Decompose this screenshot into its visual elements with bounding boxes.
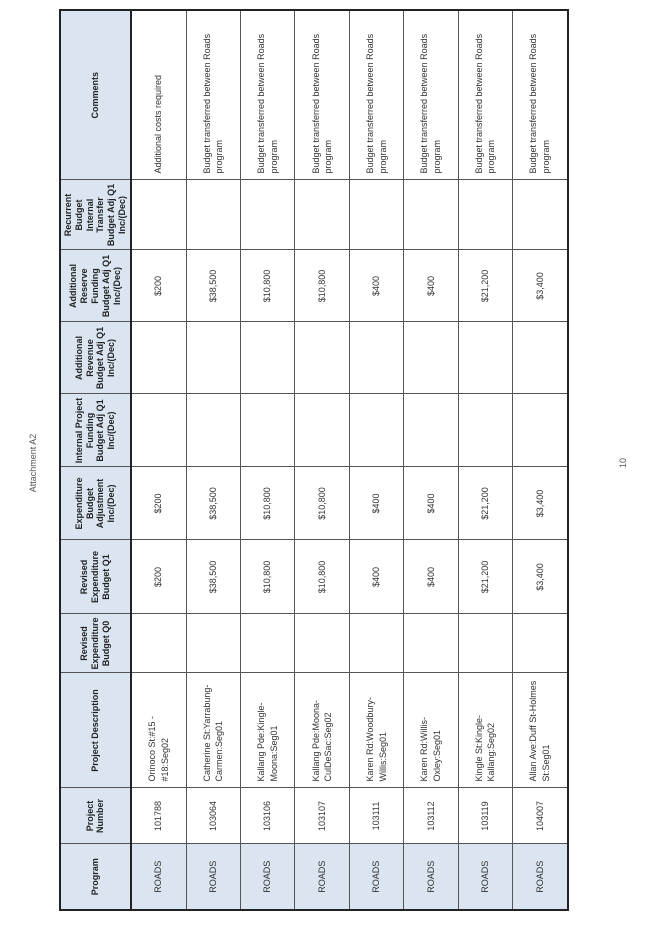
table-row [241, 10, 295, 910]
landscape-content [59, 31, 569, 911]
project-description-cell: Allan Ave:Duff St-Holmes St:Seg01 [513, 673, 568, 788]
program-cell: ROADS [404, 844, 458, 910]
table-row [131, 10, 186, 910]
comments-cell: Budget transferred between Roads program [186, 10, 240, 180]
reserve-funding-cell: $10,800 [241, 250, 295, 322]
project-number-cell: 103107 [295, 788, 349, 844]
project-description-cell: Kallang Pde:Kingle-Moona:Seg01 [241, 673, 295, 788]
recurrent-transfer-cell [513, 180, 568, 250]
additional-revenue-cell [186, 322, 240, 394]
budget-adjustment-table [59, 9, 569, 911]
project-description-cell: Catherine St:Yarrabung-Carmen:Seg01 [186, 673, 240, 788]
comments-cell: Budget transferred between Roads program [404, 10, 458, 180]
recurrent-transfer-cell [186, 180, 240, 250]
revised-budget-q1-cell: $21,200 [458, 540, 512, 614]
column-header: Revised Expenditure Budget Q1 [60, 540, 131, 614]
comments-cell: Budget transferred between Roads program [241, 10, 295, 180]
revised-budget-q1-cell: $3,400 [513, 540, 568, 614]
internal-funding-cell [295, 394, 349, 467]
recurrent-transfer-cell [458, 180, 512, 250]
expenditure-adjustment-cell: $3,400 [513, 467, 568, 540]
header-row [60, 10, 131, 910]
table-row [458, 10, 512, 910]
revised-budget-q1-cell: $400 [404, 540, 458, 614]
comments-cell: Budget transferred between Roads program [295, 10, 349, 180]
comments-cell: Budget transferred between Roads program [458, 10, 512, 180]
revised-budget-q1-cell: $10,800 [295, 540, 349, 614]
project-number-cell: 103119 [458, 788, 512, 844]
internal-funding-cell [513, 394, 568, 467]
program-cell: ROADS [349, 844, 403, 910]
reserve-funding-cell: $10,800 [295, 250, 349, 322]
table-row [349, 10, 403, 910]
project-number-cell: 101788 [131, 788, 186, 844]
revised-budget-q1-cell: $10,800 [241, 540, 295, 614]
revised-budget-q0-cell [513, 614, 568, 673]
revised-budget-q0-cell [131, 614, 186, 673]
expenditure-adjustment-cell: $400 [349, 467, 403, 540]
project-description-cell: Karen Rd:Willis-Oxley:Seg01 [404, 673, 458, 788]
column-header: Program [60, 844, 131, 910]
column-header: Internal Project Funding Budget Adj Q1 Inc/(Dec) [60, 394, 131, 467]
revised-budget-q0-cell [404, 614, 458, 673]
recurrent-transfer-cell [404, 180, 458, 250]
revised-budget-q1-cell: $38,500 [186, 540, 240, 614]
column-header: Comments [60, 10, 131, 180]
additional-revenue-cell [458, 322, 512, 394]
revised-budget-q1-cell: $200 [131, 540, 186, 614]
column-header: Additional Reserve Funding Budget Adj Q1 Inc/(Dec) [60, 250, 131, 322]
internal-funding-cell [131, 394, 186, 467]
table-row [513, 10, 568, 910]
table-row [404, 10, 458, 910]
attachment-label: Attachment A2 [28, 433, 38, 493]
internal-funding-cell [458, 394, 512, 467]
column-header: Expenditure Budget Adjustment Inc/(Dec) [60, 467, 131, 540]
column-header: Additional Revenue Budget Adj Q1 Inc/(Dec) [60, 322, 131, 394]
additional-revenue-cell [131, 322, 186, 394]
revised-budget-q0-cell [295, 614, 349, 673]
comments-cell: Additional costs required [131, 10, 186, 180]
additional-revenue-cell [404, 322, 458, 394]
recurrent-transfer-cell [349, 180, 403, 250]
project-description-cell: Kingle St:Kingle-Kallang:Seg02 [458, 673, 512, 788]
comments-cell: Budget transferred between Roads program [513, 10, 568, 180]
reserve-funding-cell: $3,400 [513, 250, 568, 322]
recurrent-transfer-cell [241, 180, 295, 250]
project-number-cell: 103106 [241, 788, 295, 844]
expenditure-adjustment-cell: $400 [404, 467, 458, 540]
additional-revenue-cell [349, 322, 403, 394]
program-cell: ROADS [458, 844, 512, 910]
additional-revenue-cell [295, 322, 349, 394]
revised-budget-q1-cell: $400 [349, 540, 403, 614]
program-cell: ROADS [186, 844, 240, 910]
additional-revenue-cell [241, 322, 295, 394]
project-description-cell: Karen Rd:Woodbury-Willis:Seg01 [349, 673, 403, 788]
expenditure-adjustment-cell: $10,800 [295, 467, 349, 540]
comments-cell: Budget transferred between Roads program [349, 10, 403, 180]
reserve-funding-cell: $400 [349, 250, 403, 322]
column-header: Recurrent Budget Internal Transfer Budget Adj Q1 Inc/(Dec) [60, 180, 131, 250]
reserve-funding-cell: $38,500 [186, 250, 240, 322]
project-description-cell: Kallang Pde:Moona-CulDeSac:Seg02 [295, 673, 349, 788]
recurrent-transfer-cell [131, 180, 186, 250]
revised-budget-q0-cell [458, 614, 512, 673]
reserve-funding-cell: $400 [404, 250, 458, 322]
revised-budget-q0-cell [186, 614, 240, 673]
internal-funding-cell [241, 394, 295, 467]
rotated-page [59, 31, 569, 911]
program-cell: ROADS [131, 844, 186, 910]
revised-budget-q0-cell [241, 614, 295, 673]
expenditure-adjustment-cell: $200 [131, 467, 186, 540]
additional-revenue-cell [513, 322, 568, 394]
reserve-funding-cell: $21,200 [458, 250, 512, 322]
recurrent-transfer-cell [295, 180, 349, 250]
column-header: Project Description [60, 673, 131, 788]
expenditure-adjustment-cell: $21,200 [458, 467, 512, 540]
expenditure-adjustment-cell: $10,800 [241, 467, 295, 540]
column-header: Project Number [60, 788, 131, 844]
column-header: Revised Expenditure Budget Q0 [60, 614, 131, 673]
internal-funding-cell [404, 394, 458, 467]
program-cell: ROADS [295, 844, 349, 910]
revised-budget-q0-cell [349, 614, 403, 673]
program-cell: ROADS [241, 844, 295, 910]
table-row [295, 10, 349, 910]
internal-funding-cell [349, 394, 403, 467]
project-number-cell: 103064 [186, 788, 240, 844]
project-number-cell: 103111 [349, 788, 403, 844]
project-number-cell: 104007 [513, 788, 568, 844]
project-description-cell: Orinoco St:#15 - #18:Seg02 [131, 673, 186, 788]
internal-funding-cell [186, 394, 240, 467]
reserve-funding-cell: $200 [131, 250, 186, 322]
table-row [186, 10, 240, 910]
page-number: 10 [618, 458, 628, 469]
project-number-cell: 103112 [404, 788, 458, 844]
program-cell: ROADS [513, 844, 568, 910]
expenditure-adjustment-cell: $38,500 [186, 467, 240, 540]
